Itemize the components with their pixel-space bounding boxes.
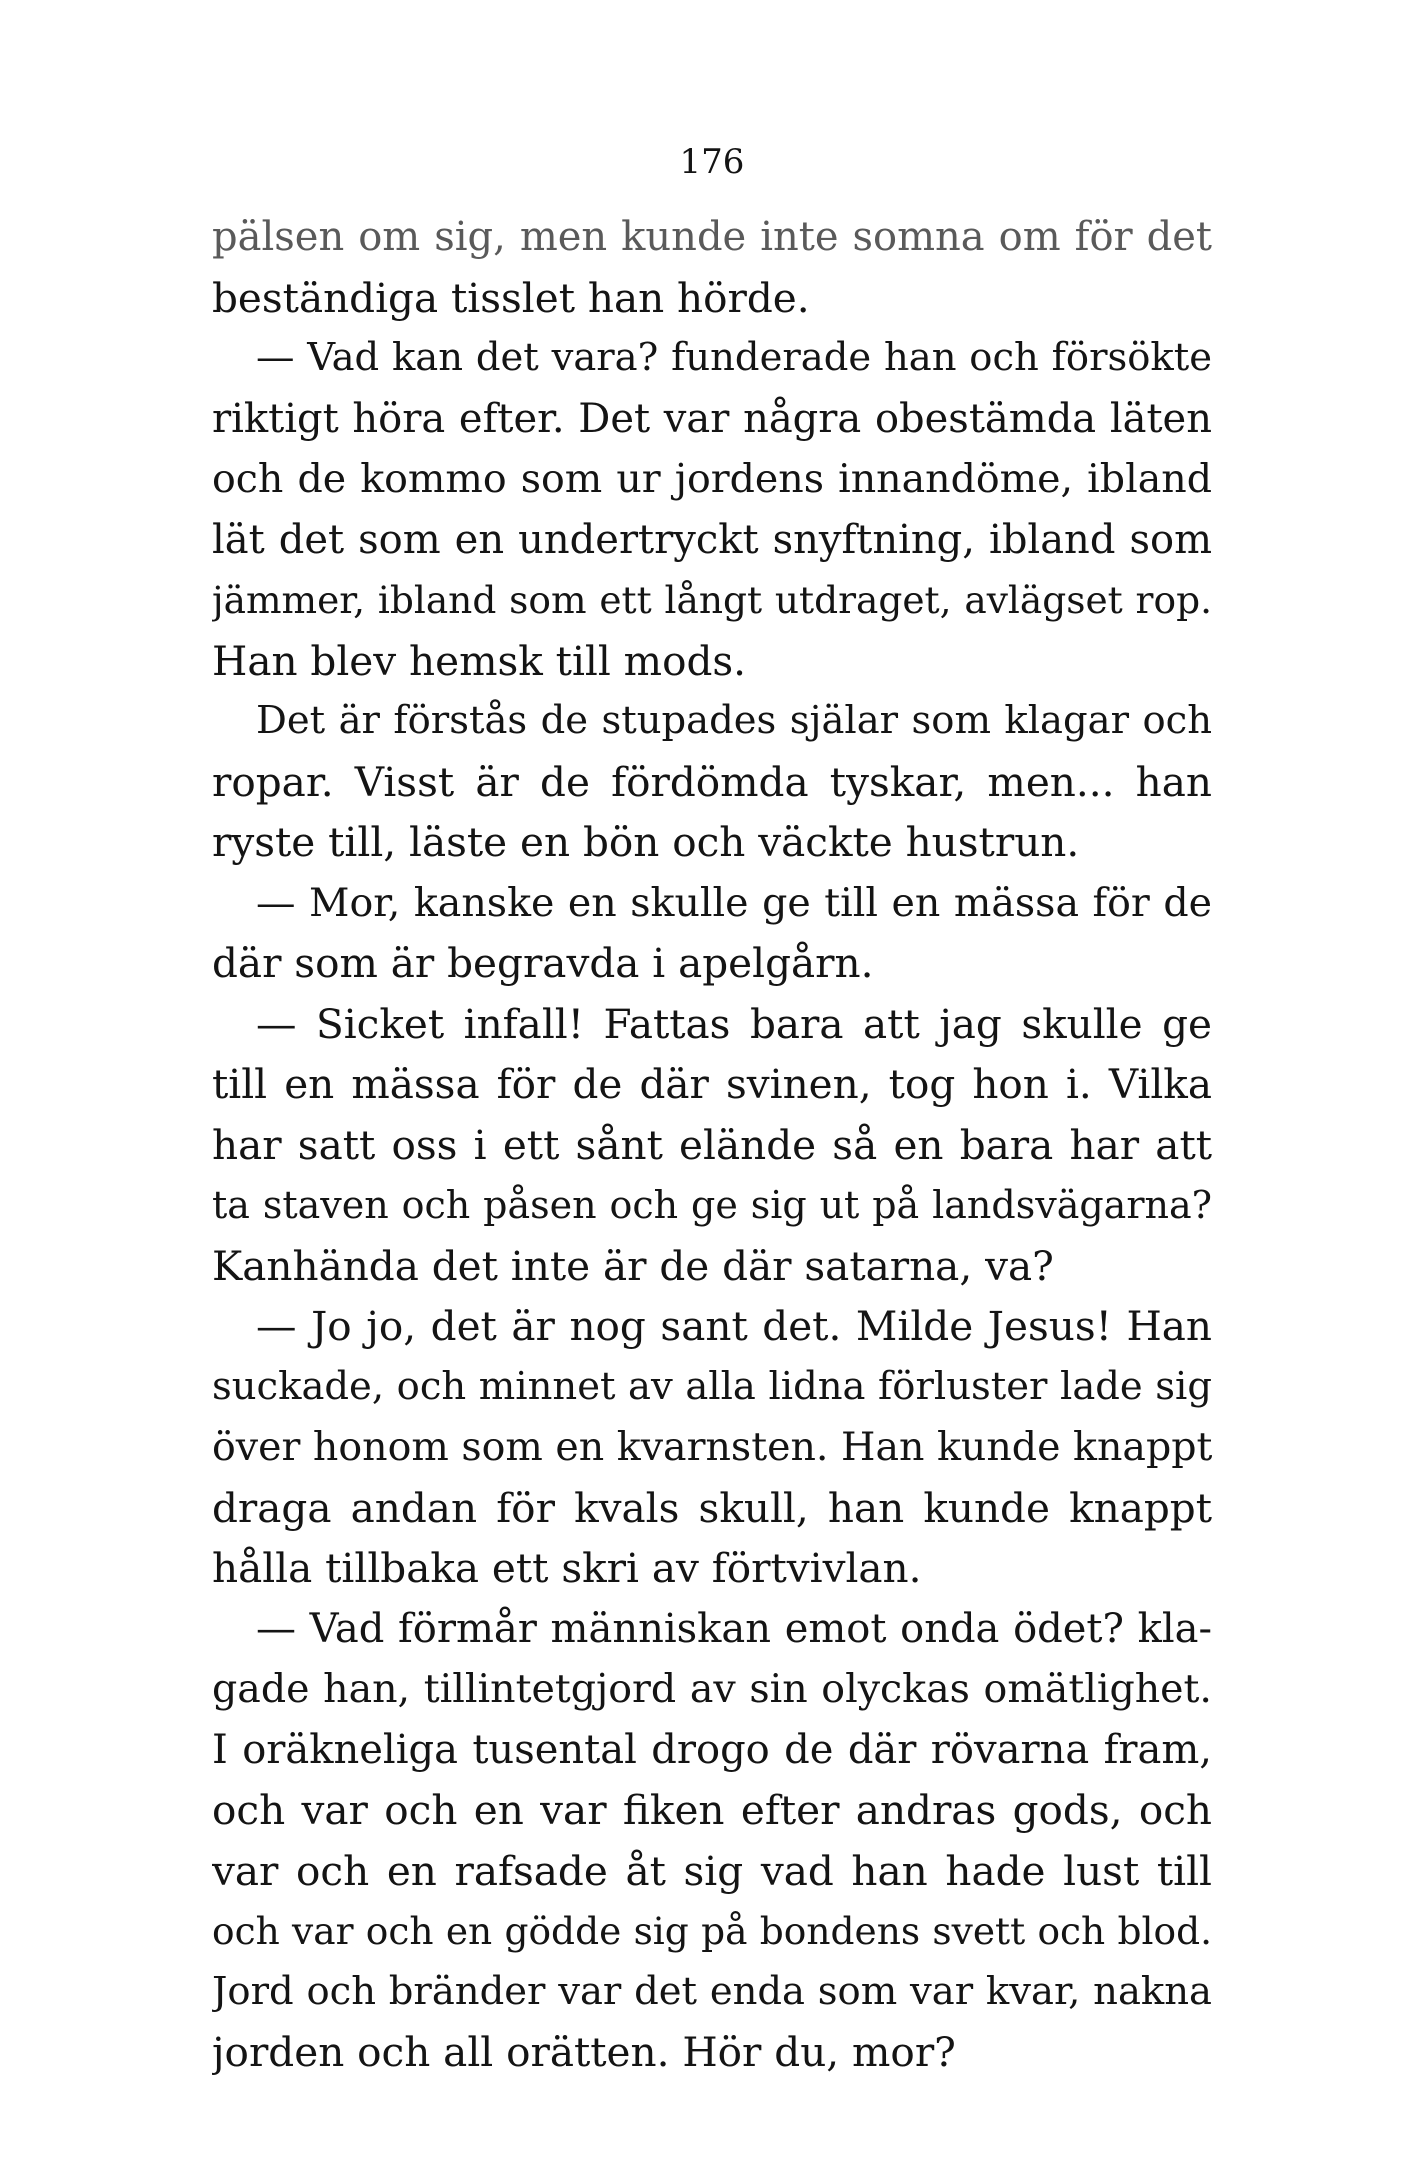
text-line: och de kommo som ur jordens innandöme, ibland	[212, 456, 1212, 502]
text-line: — Sicket infall! Fattas bara att jag skulle ge	[256, 999, 1212, 1048]
text-line: pälsen om sig, men kunde inte somna om för det	[212, 214, 1212, 260]
text-line: ryste till, läste en bön och väckte hustrun.	[212, 818, 1080, 866]
text-line: har satt oss i ett sånt elände så en bara har att	[212, 1120, 1212, 1169]
body-text	[212, 207, 1212, 2083]
text-line: — Mor, kanske en skulle ge till en mässa för de	[256, 879, 1212, 926]
text-line: draga andan för kvals skull, han kunde knappt	[212, 1483, 1212, 1532]
text-line: — Jo jo, det är nog sant det. Milde Jesus! Han	[256, 1302, 1212, 1350]
page-number: 176	[679, 142, 745, 182]
text-line: beständiga tisslet han hörde.	[212, 273, 810, 322]
text-line: över honom som en kvarnsten. Han kunde knappt	[212, 1424, 1212, 1470]
text-line: jämmer, ibland som ett långt utdraget, avlägset rop.	[212, 578, 1212, 622]
text-line: och var och en var fiken efter andras gods, och	[212, 1786, 1212, 1834]
text-line: till en mässa för de där svinen, tog hon i. Vilka	[212, 1060, 1212, 1108]
text-line: Jord och bränder var det enda som var kvar, nakna	[212, 1968, 1212, 2014]
text-line: ta staven och påsen och ge sig ut på landsvägarna?	[212, 1183, 1212, 1227]
text-line: ropar. Visst är de fördömda tyskar, men... han	[212, 757, 1212, 806]
text-line: jorden och all orätten. Hör du, mor?	[212, 2028, 956, 2076]
text-line: Kanhända det inte är de där satarna, va?	[212, 1241, 1054, 1290]
text-line: Han blev hemsk till mods.	[212, 636, 747, 685]
text-line: hålla tillbaka ett skri av förtvivlan.	[212, 1544, 922, 1592]
text-line: och var och en gödde sig på bondens svett och blod.	[212, 1909, 1212, 1953]
text-line: — Vad kan det vara? funderade han och försökte	[256, 335, 1212, 380]
text-line: gade han, tillintetgjord av sin olyckas omätlighet.	[212, 1666, 1212, 1712]
text-line: var och en rafsade åt sig vad han hade lust till	[212, 1846, 1212, 1895]
text-line: där som är begravda i apelgårn.	[212, 939, 874, 987]
text-line: — Vad förmår människan emot onda ödet? kla-	[256, 1605, 1212, 1652]
text-line: suckade, och minnet av alla lidna förluster lade sig	[212, 1363, 1212, 1409]
text-line: lät det som en undertryckt snyftning, ibland som	[212, 516, 1212, 563]
text-line: I oräkneliga tusental drogo de där rövarna fram,	[212, 1726, 1212, 1773]
text-line: Det är förstås de stupades själar som klagar och	[256, 698, 1212, 743]
text-line: riktigt höra efter. Det var några obestämda läten	[212, 395, 1212, 442]
